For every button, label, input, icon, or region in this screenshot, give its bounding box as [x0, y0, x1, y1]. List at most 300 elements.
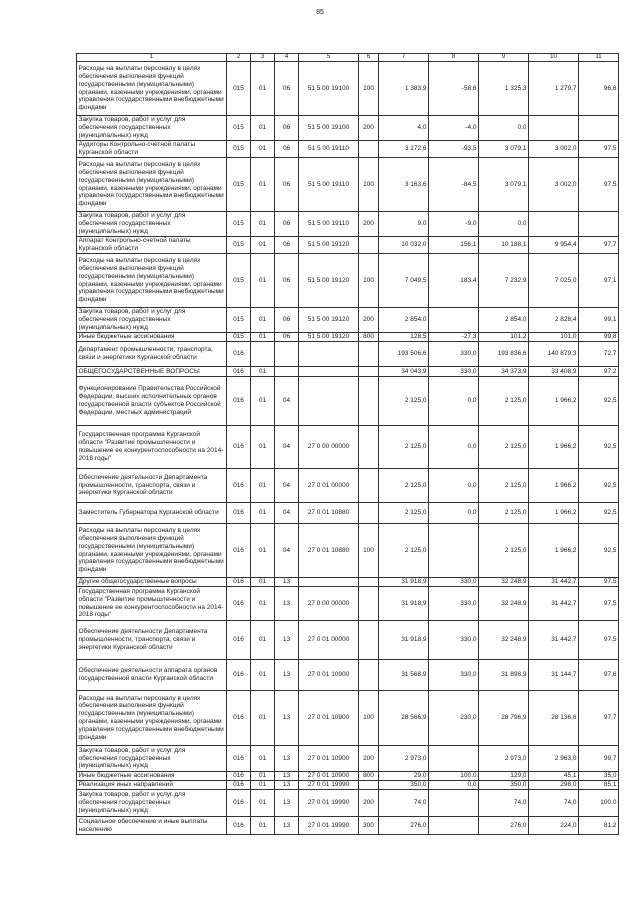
cell-change: 183,4 — [429, 254, 479, 308]
cell-revised-plan: 3 079,1 — [479, 158, 529, 212]
table-row — [77, 469, 619, 503]
cell-revised-plan: 74,0 — [479, 790, 529, 817]
cell-subsection: 04 — [275, 426, 299, 469]
cell-revised-plan: 2 125,0 — [479, 503, 529, 524]
cell-plan: 2 125,0 — [379, 503, 429, 524]
cell-name: Аудиторы Контрольно-счетной палаты Курганской области — [77, 141, 227, 158]
cell-subsection: 04 — [275, 503, 299, 524]
table-row — [77, 116, 619, 141]
cell-plan: 2 125,0 — [379, 426, 429, 469]
cell-executed: 1 966,2 — [529, 377, 579, 426]
cell-change: 330,0 — [429, 367, 479, 377]
cell-change — [429, 308, 479, 333]
cell-percent — [579, 212, 619, 237]
table-row — [77, 578, 619, 587]
page-number: 85 — [316, 9, 324, 16]
cell-target-article: 51 5 00 19100 — [299, 62, 359, 116]
cell-name: Закупка товаров, работ и услуг для обеспечения государственных (муниципальных) нужд — [77, 116, 227, 141]
cell-change: -84,5 — [429, 158, 479, 212]
cell-section: 01 — [251, 660, 275, 691]
cell-percent: 92,5 — [579, 426, 619, 469]
cell-expense-type — [359, 621, 379, 660]
cell-change — [429, 746, 479, 772]
cell-target-article — [299, 578, 359, 587]
cell-ministry: 016 — [227, 342, 251, 367]
cell-change: 330,0 — [429, 621, 479, 660]
cell-plan: 3 163,6 — [379, 158, 429, 212]
cell-change: 0,0 — [429, 503, 479, 524]
column-number: 9 — [479, 54, 529, 62]
cell-executed: 33 408,9 — [529, 367, 579, 377]
cell-ministry: 016 — [227, 503, 251, 524]
cell-target-article: 27 0 01 10880 — [299, 524, 359, 578]
cell-subsection — [275, 367, 299, 377]
cell-change: 330,0 — [429, 587, 479, 621]
cell-target-article: 27 0 01 00000 — [299, 621, 359, 660]
cell-executed — [529, 116, 579, 141]
cell-name: Департамент промышленности, транспорта, связи и энергетики Курганской области — [77, 342, 227, 367]
table-row — [77, 660, 619, 691]
cell-revised-plan: 2 973,0 — [479, 746, 529, 772]
cell-percent: 92,5 — [579, 524, 619, 578]
cell-subsection: 13 — [275, 817, 299, 835]
cell-revised-plan: 101,2 — [479, 333, 529, 342]
cell-target-article — [299, 367, 359, 377]
cell-expense-type: 800 — [359, 772, 379, 781]
cell-percent: 97,6 — [579, 660, 619, 691]
cell-expense-type: 200 — [359, 212, 379, 237]
column-number: 8 — [429, 54, 479, 62]
cell-name: Закупка товаров, работ и услуг для обеспечения государственных (муниципальных) нужд — [77, 308, 227, 333]
cell-ministry: 016 — [227, 660, 251, 691]
cell-target-article: 27 0 01 00000 — [299, 469, 359, 503]
cell-percent: 97,5 — [579, 141, 619, 158]
cell-executed — [529, 212, 579, 237]
cell-change: 330,0 — [429, 342, 479, 367]
cell-ministry: 016 — [227, 781, 251, 790]
cell-name: Государственная программа Курганской области "Развитие промышленности и повышение ее конкурентоспособности на 2014-2018 годы" — [77, 426, 227, 469]
cell-ministry: 015 — [227, 308, 251, 333]
cell-change: -27,3 — [429, 333, 479, 342]
cell-plan: 31 918,9 — [379, 621, 429, 660]
cell-revised-plan: 28 796,9 — [479, 691, 529, 746]
cell-plan: 1 383,9 — [379, 62, 429, 116]
cell-ministry: 016 — [227, 426, 251, 469]
table-row — [77, 587, 619, 621]
cell-change: 0,0 — [429, 469, 479, 503]
column-number: 5 — [299, 54, 359, 62]
cell-subsection — [275, 342, 299, 367]
cell-name: Закупка товаров, работ и услуг для обеспечения государственных (муниципальных) нужд — [77, 746, 227, 772]
cell-percent: 81,2 — [579, 817, 619, 835]
cell-expense-type — [359, 578, 379, 587]
cell-change: -93,5 — [429, 141, 479, 158]
cell-section: 01 — [251, 62, 275, 116]
cell-change: 0,0 — [429, 377, 479, 426]
cell-target-article: 51 5 00 19110 — [299, 158, 359, 212]
cell-section: 01 — [251, 469, 275, 503]
table-row — [77, 524, 619, 578]
cell-executed: 28 136,6 — [529, 691, 579, 746]
cell-section: 01 — [251, 587, 275, 621]
cell-section: 01 — [251, 746, 275, 772]
cell-target-article: 51 5 00 19100 — [299, 116, 359, 141]
cell-revised-plan: 193 836,6 — [479, 342, 529, 367]
cell-revised-plan: 34 373,9 — [479, 367, 529, 377]
table-row — [77, 781, 619, 790]
cell-section: 01 — [251, 578, 275, 587]
cell-revised-plan: 2 125,0 — [479, 377, 529, 426]
cell-target-article: 27 0 01 10900 — [299, 746, 359, 772]
cell-plan: 74,0 — [379, 790, 429, 817]
table-row — [77, 141, 619, 158]
cell-target-article: 27 0 01 19990 — [299, 781, 359, 790]
cell-executed: 31 442,7 — [529, 587, 579, 621]
cell-executed: 1 966,2 — [529, 426, 579, 469]
cell-target-article: 27 0 01 10900 — [299, 660, 359, 691]
cell-target-article: 27 0 01 19990 — [299, 817, 359, 835]
cell-executed: 2 963,0 — [529, 746, 579, 772]
cell-change: -58,6 — [429, 62, 479, 116]
cell-subsection: 13 — [275, 578, 299, 587]
cell-target-article — [299, 342, 359, 367]
cell-name: Иные бюджетные ассигнования — [77, 772, 227, 781]
cell-executed: 1 966,2 — [529, 469, 579, 503]
cell-ministry: 015 — [227, 62, 251, 116]
cell-revised-plan: 129,0 — [479, 772, 529, 781]
cell-name: Обеспечение деятельности Департамента промышленности, транспорта, связи и энергетики Курганской области — [77, 621, 227, 660]
cell-plan: 2 854,0 — [379, 308, 429, 333]
cell-ministry: 016 — [227, 746, 251, 772]
cell-revised-plan: 31 898,9 — [479, 660, 529, 691]
cell-ministry: 015 — [227, 158, 251, 212]
cell-plan: 31 918,9 — [379, 578, 429, 587]
cell-executed: 45,1 — [529, 772, 579, 781]
cell-subsection: 06 — [275, 254, 299, 308]
cell-expense-type: 100 — [359, 158, 379, 212]
cell-name: Иные бюджетные ассигнования — [77, 333, 227, 342]
cell-plan: 3 172,6 — [379, 141, 429, 158]
cell-section: 01 — [251, 116, 275, 141]
cell-executed: 3 002,0 — [529, 141, 579, 158]
cell-expense-type — [359, 237, 379, 254]
cell-expense-type: 200 — [359, 746, 379, 772]
cell-revised-plan: 350,0 — [479, 781, 529, 790]
cell-subsection: 06 — [275, 158, 299, 212]
cell-section: 01 — [251, 790, 275, 817]
cell-plan: 9,0 — [379, 212, 429, 237]
cell-revised-plan: 0,0 — [479, 212, 529, 237]
cell-revised-plan: 2 125,0 — [479, 524, 529, 578]
cell-percent: 97,5 — [579, 587, 619, 621]
cell-revised-plan: 2 125,0 — [479, 469, 529, 503]
cell-revised-plan: 1 325,3 — [479, 62, 529, 116]
cell-name: Функционирование Правительства Российской Федерации, высших исполнительных органов государственной власти субъектов Российской Федерации, местных администраций — [77, 377, 227, 426]
cell-plan: 29,0 — [379, 772, 429, 781]
cell-subsection: 06 — [275, 333, 299, 342]
cell-section: 01 — [251, 781, 275, 790]
cell-name: Расходы на выплаты персоналу в целях обеспечения выполнения функций государственными (муниципальными) органами, казенными учреждениями, органами управления государственными внебюджетными фондами — [77, 254, 227, 308]
cell-change — [429, 524, 479, 578]
cell-change: 0,0 — [429, 426, 479, 469]
cell-section: 01 — [251, 333, 275, 342]
cell-expense-type: 100 — [359, 62, 379, 116]
table-row — [77, 746, 619, 772]
cell-executed: 298,0 — [529, 781, 579, 790]
cell-target-article: 51 5 00 19120 — [299, 254, 359, 308]
cell-name: Другие общегосударственные вопросы — [77, 578, 227, 587]
cell-plan: 2 125,0 — [379, 524, 429, 578]
table-row — [77, 377, 619, 426]
cell-target-article — [299, 377, 359, 426]
cell-plan: 31 918,9 — [379, 587, 429, 621]
cell-subsection: 13 — [275, 587, 299, 621]
cell-name: Расходы на выплаты персоналу в целях обеспечения выполнения функций государственными (муниципальными) органами, казенными учреждениями, органами управления государственными внебюджетными фондами — [77, 158, 227, 212]
cell-ministry: 016 — [227, 691, 251, 746]
column-number: 7 — [379, 54, 429, 62]
cell-target-article: 27 0 01 10880 — [299, 503, 359, 524]
cell-subsection: 04 — [275, 524, 299, 578]
cell-name: Обеспечение деятельности Департамента промышленности, транспорта, связи и энергетики Курганской области — [77, 469, 227, 503]
cell-executed: 2 828,4 — [529, 308, 579, 333]
table-row — [77, 212, 619, 237]
cell-revised-plan: 32 248,9 — [479, 578, 529, 587]
cell-expense-type — [359, 587, 379, 621]
cell-executed: 140 879,3 — [529, 342, 579, 367]
cell-percent: 97,5 — [579, 158, 619, 212]
cell-section: 01 — [251, 141, 275, 158]
table-row — [77, 308, 619, 333]
table-row — [77, 503, 619, 524]
cell-ministry: 015 — [227, 333, 251, 342]
cell-target-article: 51 5 00 19110 — [299, 141, 359, 158]
cell-percent: 35,0 — [579, 772, 619, 781]
cell-revised-plan: 0,0 — [479, 116, 529, 141]
cell-percent: 72,7 — [579, 342, 619, 367]
cell-section: 01 — [251, 212, 275, 237]
cell-plan: 4,0 — [379, 116, 429, 141]
cell-percent: 99,8 — [579, 333, 619, 342]
cell-revised-plan: 7 232,9 — [479, 254, 529, 308]
cell-executed: 74,0 — [529, 790, 579, 817]
cell-percent: 97,2 — [579, 367, 619, 377]
cell-plan: 128,5 — [379, 333, 429, 342]
cell-name: Расходы на выплаты персоналу в целях обеспечения выполнения функций государственными (муниципальными) органами, казенными учреждениями, органами управления государственными внебюджетными фондами — [77, 62, 227, 116]
cell-target-article: 51 5 00 19120 — [299, 333, 359, 342]
cell-revised-plan: 276,0 — [479, 817, 529, 835]
cell-subsection: 06 — [275, 141, 299, 158]
cell-executed: 224,0 — [529, 817, 579, 835]
cell-subsection: 13 — [275, 781, 299, 790]
cell-ministry: 016 — [227, 367, 251, 377]
cell-executed: 31 442,7 — [529, 578, 579, 587]
cell-expense-type — [359, 503, 379, 524]
cell-ministry: 015 — [227, 212, 251, 237]
cell-name: ОБЩЕГОСУДАРСТВЕННЫЕ ВОПРОСЫ — [77, 367, 227, 377]
cell-expense-type — [359, 781, 379, 790]
cell-section: 01 — [251, 524, 275, 578]
table-row — [77, 817, 619, 835]
cell-name: Заместитель Губернатора Курганской области — [77, 503, 227, 524]
cell-subsection: 06 — [275, 237, 299, 254]
cell-plan: 34 043,9 — [379, 367, 429, 377]
cell-executed: 9 954,4 — [529, 237, 579, 254]
cell-percent — [579, 116, 619, 141]
cell-name: Социальное обеспечение и иные выплаты населению — [77, 817, 227, 835]
cell-executed: 1 966,2 — [529, 503, 579, 524]
cell-percent: 99,7 — [579, 746, 619, 772]
cell-subsection: 13 — [275, 621, 299, 660]
cell-executed: 1 966,2 — [529, 524, 579, 578]
cell-percent: 97,5 — [579, 621, 619, 660]
cell-ministry: 016 — [227, 377, 251, 426]
cell-expense-type: 200 — [359, 308, 379, 333]
cell-percent: 97,7 — [579, 237, 619, 254]
cell-revised-plan: 32 248,9 — [479, 587, 529, 621]
cell-plan: 193 506,6 — [379, 342, 429, 367]
cell-change: 230,0 — [429, 691, 479, 746]
cell-plan: 2 125,0 — [379, 377, 429, 426]
table-row — [77, 342, 619, 367]
cell-revised-plan: 2 854,0 — [479, 308, 529, 333]
cell-target-article: 51 5 00 19110 — [299, 212, 359, 237]
cell-subsection: 06 — [275, 62, 299, 116]
column-number: 4 — [275, 54, 299, 62]
cell-percent: 100,0 — [579, 790, 619, 817]
cell-executed: 3 002,0 — [529, 158, 579, 212]
cell-ministry: 015 — [227, 254, 251, 308]
cell-section: 01 — [251, 503, 275, 524]
cell-ministry: 016 — [227, 524, 251, 578]
table-row — [77, 621, 619, 660]
cell-ministry: 015 — [227, 237, 251, 254]
cell-plan: 350,0 — [379, 781, 429, 790]
cell-revised-plan: 32 248,9 — [479, 621, 529, 660]
cell-subsection: 06 — [275, 212, 299, 237]
cell-section: 01 — [251, 308, 275, 333]
cell-expense-type — [359, 660, 379, 691]
cell-change: -4,0 — [429, 116, 479, 141]
cell-target-article: 51 5 00 19120 — [299, 308, 359, 333]
cell-section: 01 — [251, 817, 275, 835]
table-row — [77, 691, 619, 746]
cell-plan: 31 568,9 — [379, 660, 429, 691]
cell-subsection: 04 — [275, 377, 299, 426]
cell-subsection: 13 — [275, 772, 299, 781]
cell-target-article: 27 0 00 00000 — [299, 426, 359, 469]
cell-subsection: 04 — [275, 469, 299, 503]
cell-target-article: 27 0 01 10900 — [299, 772, 359, 781]
cell-expense-type — [359, 426, 379, 469]
cell-percent: 85,1 — [579, 781, 619, 790]
cell-expense-type: 100 — [359, 691, 379, 746]
cell-expense-type — [359, 141, 379, 158]
column-number-row — [77, 54, 619, 62]
cell-ministry: 015 — [227, 116, 251, 141]
cell-change: 330,0 — [429, 578, 479, 587]
cell-plan: 10 032,0 — [379, 237, 429, 254]
cell-subsection: 06 — [275, 116, 299, 141]
cell-subsection: 13 — [275, 790, 299, 817]
cell-change: 0,0 — [429, 781, 479, 790]
column-number: 10 — [529, 54, 579, 62]
cell-change: 330,0 — [429, 660, 479, 691]
cell-section: 01 — [251, 621, 275, 660]
cell-ministry: 016 — [227, 578, 251, 587]
cell-subsection: 13 — [275, 660, 299, 691]
cell-expense-type — [359, 342, 379, 367]
cell-change — [429, 790, 479, 817]
table-row — [77, 62, 619, 116]
column-number: 11 — [579, 54, 619, 62]
cell-expense-type — [359, 377, 379, 426]
cell-plan: 7 049,5 — [379, 254, 429, 308]
cell-section: 01 — [251, 254, 275, 308]
cell-expense-type: 300 — [359, 817, 379, 835]
cell-plan: 2 973,0 — [379, 746, 429, 772]
cell-percent: 97,7 — [579, 691, 619, 746]
cell-percent: 92,5 — [579, 469, 619, 503]
cell-expense-type: 100 — [359, 254, 379, 308]
cell-revised-plan: 3 079,1 — [479, 141, 529, 158]
cell-section: 01 — [251, 367, 275, 377]
cell-name: Реализация иных направлений — [77, 781, 227, 790]
cell-ministry: 016 — [227, 469, 251, 503]
cell-executed: 101,0 — [529, 333, 579, 342]
cell-ministry: 016 — [227, 621, 251, 660]
cell-change — [429, 817, 479, 835]
cell-section: 01 — [251, 426, 275, 469]
budget-table — [76, 53, 619, 835]
cell-target-article: 27 0 01 10900 — [299, 691, 359, 746]
cell-subsection: 13 — [275, 746, 299, 772]
cell-revised-plan: 2 125,0 — [479, 426, 529, 469]
table-row — [77, 254, 619, 308]
cell-name: Аппарат Контрольно-счетной палаты Курганской области — [77, 237, 227, 254]
cell-percent: 97,5 — [579, 578, 619, 587]
cell-change: -9,0 — [429, 212, 479, 237]
cell-section: 01 — [251, 237, 275, 254]
cell-ministry: 015 — [227, 141, 251, 158]
table-row — [77, 790, 619, 817]
cell-executed: 7 025,0 — [529, 254, 579, 308]
cell-name: Расходы на выплаты персоналу в целях обеспечения выполнения функций государственными (муниципальными) органами, казенными учреждениями, органами управления государственными внебюджетными фондами — [77, 524, 227, 578]
cell-section: 01 — [251, 158, 275, 212]
cell-section: 01 — [251, 377, 275, 426]
cell-subsection: 13 — [275, 691, 299, 746]
cell-section: 01 — [251, 772, 275, 781]
cell-expense-type — [359, 469, 379, 503]
cell-target-article: 51 5 00 19120 — [299, 237, 359, 254]
cell-revised-plan: 10 188,1 — [479, 237, 529, 254]
column-number: 3 — [251, 54, 275, 62]
cell-percent: 96,6 — [579, 62, 619, 116]
cell-name: Расходы на выплаты персоналу в целях обеспечения выполнения функций государственными (муниципальными) органами, казенными учреждениями, органами управления государственными внебюджетными фондами — [77, 691, 227, 746]
cell-section: 01 — [251, 691, 275, 746]
cell-change: 156,1 — [429, 237, 479, 254]
cell-ministry: 016 — [227, 587, 251, 621]
cell-expense-type: 100 — [359, 524, 379, 578]
cell-expense-type: 200 — [359, 790, 379, 817]
cell-name: Закупка товаров, работ и услуг для обеспечения государственных (муниципальных) нужд — [77, 212, 227, 237]
cell-ministry: 016 — [227, 790, 251, 817]
column-number: 6 — [359, 54, 379, 62]
cell-plan: 276,0 — [379, 817, 429, 835]
column-number: 2 — [227, 54, 251, 62]
table-row — [77, 772, 619, 781]
table-row — [77, 367, 619, 377]
cell-percent: 92,5 — [579, 377, 619, 426]
